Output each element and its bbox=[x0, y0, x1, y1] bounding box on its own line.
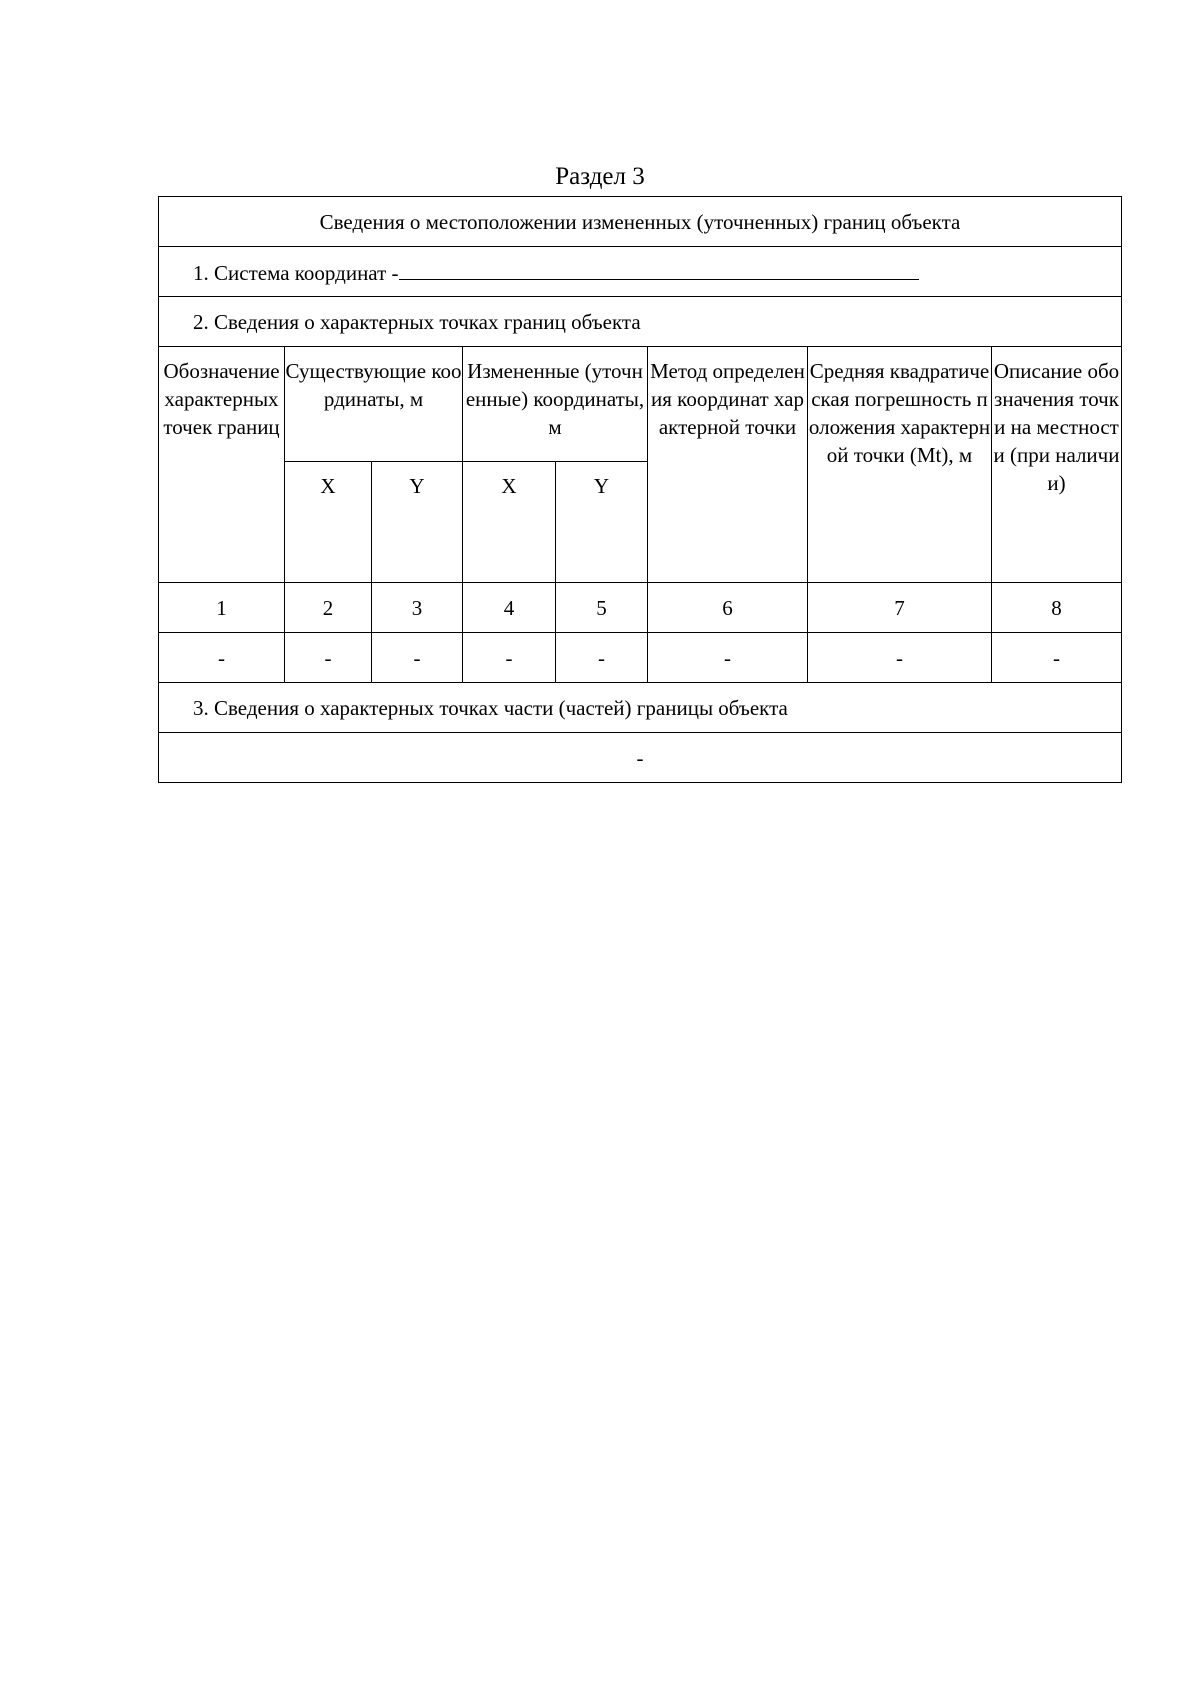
table-cell: - bbox=[285, 633, 372, 683]
header-existing-x: X bbox=[285, 462, 372, 583]
table-cell: - bbox=[463, 633, 556, 683]
header-description: Описание обозначения точки на местности (при наличии) bbox=[992, 347, 1122, 583]
column-number: 4 bbox=[463, 583, 556, 633]
header-changed-x: X bbox=[463, 462, 556, 583]
header-designation: Обозначение характерных точек границ bbox=[159, 347, 285, 583]
coord-system-label: 1. Система координат - bbox=[193, 260, 399, 285]
header-existing-coords: Существующие координаты, м bbox=[285, 347, 463, 462]
column-number: 6 bbox=[648, 583, 808, 633]
column-number: 2 bbox=[285, 583, 372, 633]
boundary-points-table bbox=[158, 196, 1122, 783]
table-cell: - bbox=[159, 633, 285, 683]
column-number: 7 bbox=[808, 583, 992, 633]
table-cell: - bbox=[992, 633, 1122, 683]
column-numbers-row bbox=[159, 583, 1122, 633]
header-accuracy: Средняя квадратическая погрешность положения характерной точки (Mt), м bbox=[808, 347, 992, 583]
header-changed-coords: Измененные (уточненные) координаты, м bbox=[463, 347, 648, 462]
parts-value: - bbox=[159, 733, 1122, 783]
column-number: 8 bbox=[992, 583, 1122, 633]
header-method: Метод определения координат характерной точки bbox=[648, 347, 808, 583]
parts-heading: 3. Сведения о характерных точках части (частей) границы объекта bbox=[159, 683, 1122, 733]
table-cell: - bbox=[648, 633, 808, 683]
points-heading: 2. Сведения о характерных точках границ объекта bbox=[159, 297, 1122, 347]
table-cell: - bbox=[808, 633, 992, 683]
column-number: 3 bbox=[372, 583, 463, 633]
column-number: 5 bbox=[556, 583, 648, 633]
column-number: 1 bbox=[159, 583, 285, 633]
table-row bbox=[159, 633, 1122, 683]
table-caption: Сведения о местоположении измененных (уточненных) границ объекта bbox=[159, 197, 1122, 247]
header-changed-y: Y bbox=[556, 462, 648, 583]
table-cell: - bbox=[556, 633, 648, 683]
coord-system-row bbox=[159, 247, 1122, 297]
header-existing-y: Y bbox=[372, 462, 463, 583]
section-title: Раздел 3 bbox=[555, 163, 645, 190]
table-cell: - bbox=[372, 633, 463, 683]
coord-system-value bbox=[399, 257, 919, 280]
